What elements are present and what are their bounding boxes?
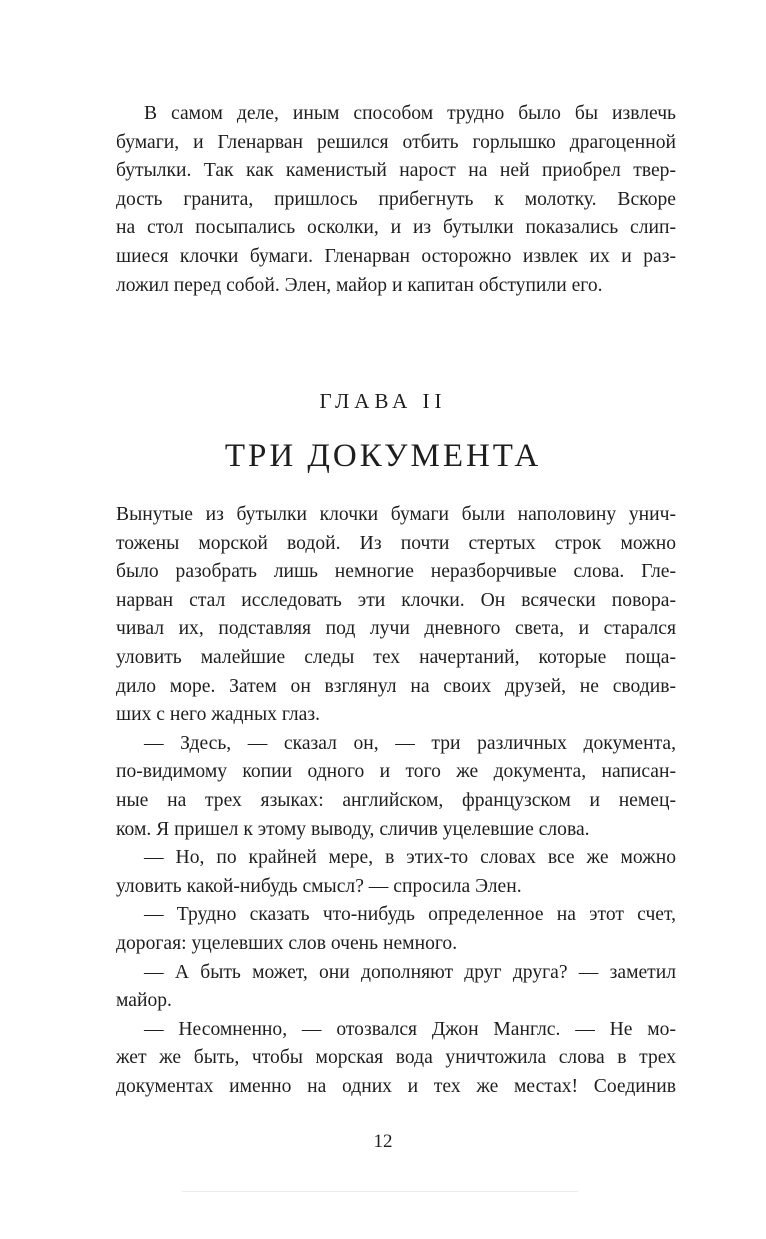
- text-line: — Здесь, — сказал он, — три различных документа,: [144, 732, 676, 754]
- text-line: документах именно на одних и тех же местах! Соединив: [116, 1075, 676, 1097]
- text-line: нарван стал исследовать эти клочки. Он всячески повора-: [116, 589, 676, 611]
- chapter-label: ГЛАВА II: [319, 389, 447, 413]
- text-line: В самом деле, иным способом трудно было бы извлечь: [144, 103, 676, 124]
- text-line: шиеся клочки бумаги. Гленарван осторожно извлек их и раз-: [116, 245, 676, 267]
- text-line: дость гранита, пришлось прибегнуть к молотку. Вскоре: [116, 188, 676, 210]
- bottom-divider: [182, 1191, 578, 1192]
- text-line: жет же быть, чтобы морская вода уничтожила слова в трех: [116, 1047, 676, 1069]
- text-line: дило море. Затем он взглянул на своих друзей, не сводив-: [116, 675, 676, 697]
- text-line: по-видимому копии одного и того же документа, написан-: [116, 761, 676, 783]
- text-line: — Несомненно, — отозвался Джон Манглс. — Не мо-: [144, 1018, 676, 1040]
- text-line: бутылки. Так как каменистый нарост на ней приобрел твер-: [116, 160, 676, 182]
- text-line: ших с него жадных глаз.: [116, 704, 320, 726]
- chapter-title: ТРИ ДОКУМЕНТА: [224, 438, 542, 474]
- text-line: — А быть может, они дополняют друг друга? — заметил: [144, 961, 676, 983]
- text-line: было разобрать лишь немногие неразборчивые слова. Гле-: [116, 561, 676, 583]
- text-line: уловить какой-нибудь смысл? — спросила Элен.: [116, 875, 522, 897]
- text-line: бумаги, и Гленарван решился отбить горлышко драгоценной: [116, 131, 676, 153]
- text-line: — Но, по крайней мере, в этих-то словах все же можно: [144, 847, 676, 869]
- page-number: 12: [373, 1131, 393, 1152]
- text-line: — Трудно сказать что-нибудь определенное на этот счет,: [144, 904, 676, 926]
- text-line: Вынутые из бутылки клочки бумаги были наполовину унич-: [116, 504, 676, 525]
- paragraph-top: [116, 100, 676, 300]
- text-line: ложил перед собой. Элен, майор и капитан обступили его.: [116, 274, 603, 296]
- text-line: уловить малейшие следы тех начертаний, которые поща-: [116, 646, 676, 668]
- text-line: майор.: [116, 990, 172, 1012]
- chapter-body: [116, 501, 676, 1101]
- text-line: ком. Я пришел к этому выводу, сличив уцелевшие слова.: [116, 818, 590, 840]
- text-line: тожены морской водой. Из почти стертых строк можно: [116, 532, 676, 554]
- text-line: дорогая: уцелевших слов очень немного.: [116, 932, 458, 954]
- text-line: чивал их, подставляя под лучи дневного света, и старался: [116, 618, 676, 640]
- text-line: на стол посыпались осколки, и из бутылки показались слип-: [116, 217, 676, 239]
- text-line: ные на трех языках: английском, французском и немец-: [116, 789, 676, 811]
